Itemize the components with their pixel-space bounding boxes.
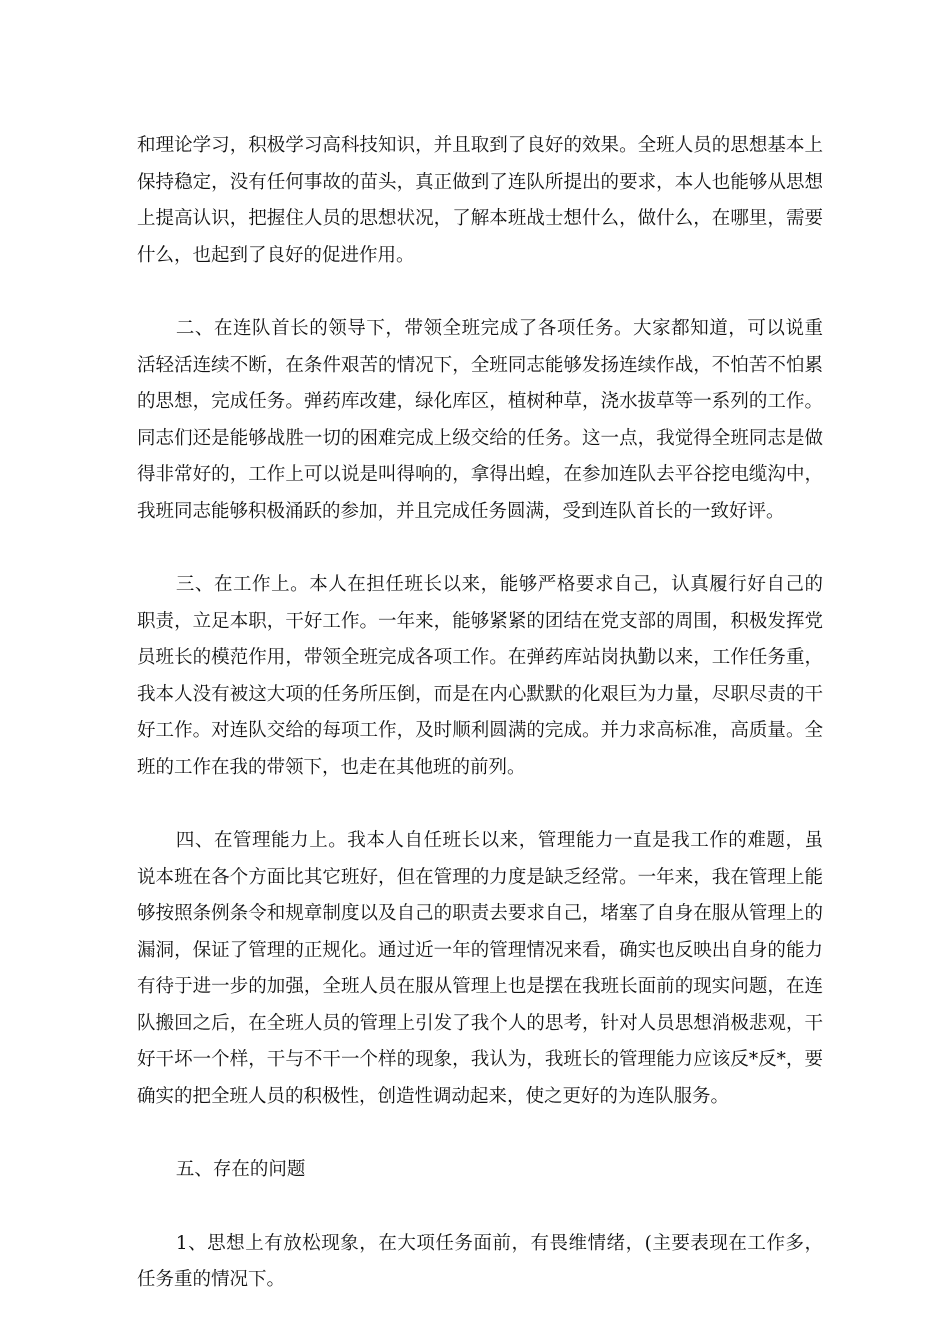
document-body bbox=[137, 128, 823, 1336]
paragraph-section-four: 四、在管理能力上。我本人自任班长以来，管理能力一直是我工作的难题，虽说本班在各个方面比其它班好，但在管理的力度是缺乏经常。一年来，我在管理上能够按照条例条令和规章制度以及自己的职责去要求自己，堵塞了自身在服从管理上的漏洞，保证了管理的正规化。通过近一年的管理情况来看，确实也反映出自身的能力有待于进一步的加强，全班人员在服从管理上也是摆在我班长面前的现实问题，在连队搬回之后，在全班人员的管理上引发了我个人的思考，针对人员思想消极悲观，干好干坏一个样，干与不干一个样的现象，我认为，我班长的管理能力应该反*反*，要确实的把全班人员的积极性，创造性调动起来，使之更好的为连队服务。 bbox=[137, 830, 823, 1107]
section-five-heading: 五、存在的问题 bbox=[175, 1159, 306, 1180]
paragraph-continuation: 和理论学习，积极学习高科技知识，并且取到了良好的效果。全班人员的思想基本上保持稳定，没有任何事故的苗头，真正做到了连队所提出的要求，本人也能够从思想上提高认识，把握住人员的思想状况，了解本班战士想什么，做什么，在哪里，需要什么，也起到了良好的促进作用。 bbox=[137, 135, 823, 266]
paragraph-section-two: 二、在连队首长的领导下，带领全班完成了各项任务。大家都知道，可以说重活轻活连续不断，在条件艰苦的情况下，全班同志能够发扬连续作战，不怕苦不怕累的思想，完成任务。弹药库改建，绿化库区，植树种草，浇水拔草等一系列的工作。同志们还是能够战胜一切的困难完成上级交给的任务。这一点，我觉得全班同志是做得非常好的，工作上可以说是叫得响的，拿得出蝗，在参加连队去平谷挖电缆沟中，我班同志能够积极涌跃的参加，并且完成任务圆满，受到连队首长的一致好评。 bbox=[137, 318, 823, 522]
paragraph-section-three: 三、在工作上。本人在担任班长以来，能够严格要求自己，认真履行好自己的职责，立足本职，干好工作。一年来，能够紧紧的团结在党支部的周围，积极发挥党员班长的模范作用，带领全班完成各项工作。在弹药库站岗执勤以来，工作任务重，我本人没有被这大项的任务所压倒，而是在内心默默的化艰巨为力量，尽职尽责的干好工作。对连队交给的每项工作，及时顺利圆满的完成。并力求高标准，高质量。全班的工作在我的带领下，也走在其他班的前列。 bbox=[137, 574, 823, 778]
paragraph-problem-one: 1、思想上有放松现象，在大项任务面前，有畏维情绪，(主要表现在工作多，任务重的情况下。 bbox=[137, 1232, 823, 1290]
